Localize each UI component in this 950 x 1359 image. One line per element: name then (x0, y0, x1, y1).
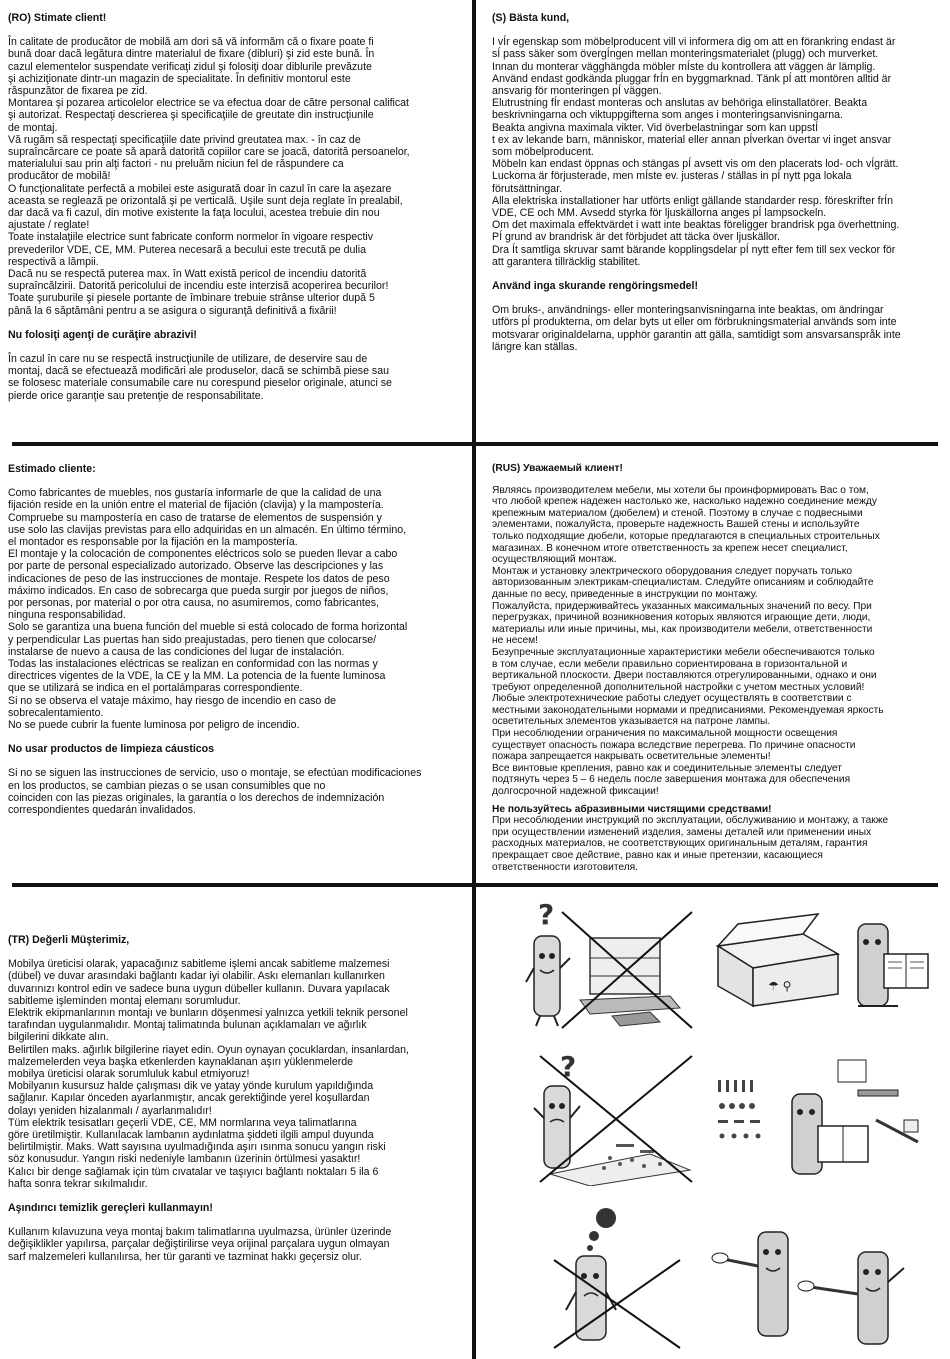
section-footer: În cazul în care nu se respectă instrucţiunile de utilizare, de deservire sau de montaj, dacă se efectuează modificări ale produselor, dacă se schimbă piese sau se folosesc materiale consumabile care nu corespund pieselor originale, atunci se pierde orice garanţie sau pretenţie de responsabilitate. (8, 353, 392, 402)
section-warning: Не пользуйтесь абразивными чистящими средствами! (492, 803, 772, 815)
crossed-out-icon (520, 898, 700, 1033)
section-footer: Kullanım kılavuzuna veya montaj bakım talimatlarına uyulmazsa, ürünler üzerinde değişiklikler yapılırsa, parçalar değiştirilirse veya orijinal parçalara uygun olmayan sarf malzemeleri kullanılırsa, her tür garanti ve tazminat hakkı geçersiz olur. (8, 1226, 392, 1263)
illustration-sad-character (548, 1200, 688, 1350)
illustration-reading-sorted-parts (708, 1050, 938, 1180)
section-footer: Si no se siguen las instrucciones de servicio, uso o montaje, se efectúan modificaciones en los productos, se cambian piezas o se usan consumibles que no coinciden con las piezas originales, la garantía o los derechos de indemnización correspondientes quedarán invalidados. (8, 767, 422, 817)
section-body: Mobilya üreticisi olarak, yapacağınız sabitleme işlemi ancak sabitleme malzemesi (dübel) ve duvar arasındaki bağlantı kadar iyi olabilir. Askı elemanları kullanırken duvarınızı kontrol edin ve sadece buna uygun dübeller kullanın. Duvara yapılacak sabitleme işleminden montaj elemanı sorumludur. Elektrik ekipmanlarının montajı ve bunların döşenmesi yalnızca yetkili teknik personel tarafından uygulanmalıdır. Montaj talimatında bulunan açıklamaları ve ağırlık bilgilerini dikkate alın. Belirtilen maks. ağırlık bilgilerine riayet edin. Oyun oynayan çocuklardan, insanlardan, malzemelerden veya başka etkenlerden kaynaklanan aşırı yüklenmelerde mobilya üreticisi olarak sorumluluk kabul etmiyoruz! Mobilyanın kusursuz halde çalışması dik ve yatay yönde kurulum yapıldığında sağlanır. Kapılar önceden ayarlanmıştır, ancak gerektiğinde yerel koşullardan dolayı yeniden hizalanmalı / ayarlanmalıdır! Tüm elektrik tesisatları geçerli VDE, CE, MM normlarına veya talimatlarına göre üretilmiştir. Kullanılacak lambanın aydınlatma şiddeti ilgili ampul duyunda belirtilmiştir. Maks. Watt sayısına uyulmadığında aşırı ısınma sonucu yangın riski söz konusudur. Yangın riski nedeniyle lambanın üzerinin örtülmesi yasaktır! Kalıcı bir denge sağlamak için tüm cıvatalar ve taşıyıcı bağlantı noktaları 5 ila 6 hafta sonra tekrar sıkılmalıdır. (8, 958, 410, 1190)
section-footer: При несоблюдении инструкций по эксплуатации, обслуживанию и монтажу, а также при осуществлении изменений изделия, замены деталей или применении иных расходных материалов, не соответствующих оригинальным деталям, гарантия прекращает свое действие, равно как и иные претензии, касающиеся ответственности изготовителя. (492, 815, 889, 873)
section-es (8, 463, 468, 816)
section-warning: Använd inga skurande rengöringsmedel! (492, 280, 699, 293)
section-se (492, 12, 942, 353)
horizontal-divider-middle (12, 883, 938, 887)
section-ru (492, 463, 944, 873)
question-mark: ? (560, 1050, 577, 1083)
section-title: (TR) Değerli Müşterimiz, (8, 934, 130, 946)
illustration-reading-with-box (708, 906, 938, 1021)
illustration-tightening-screws (708, 1212, 938, 1352)
box-icon (708, 906, 938, 1021)
vertical-divider (472, 0, 476, 1359)
illustration-confused-panels (520, 898, 700, 1033)
section-warning: Aşındırıcı temizlik gereçleri kullanmayın! (8, 1202, 213, 1215)
horizontal-divider-top (12, 442, 938, 446)
crossed-out-icon (520, 1046, 700, 1186)
section-body: Como fabricantes de muebles, nos gustaría informarle de que la calidad de una fijación reside en la unión entre el material de fijación (clavija) y la mampostería. Compruebe su mampostería en caso de tratarse de elementos de suspensión y use solo las clavijas previstas para ello adquiridas en un almacén. En último término, el montador es responsable por la fijación en la mampostería. El montaje y la colocación de componentes eléctricos solo se pueden llevar a cabo por parte de personal especializado autorizado. Observe las descripciones y las indicaciones de peso de las instrucciones de montaje. Respete los datos de peso máximo indicados. En caso de sobrecarga que pueda surgir por juegos de niños, por personas, por material o por otra causa, no asumiremos, como fabricantes, ninguna responsabilidad. Solo se garantiza una buena función del mueble si está colocado de forma horizontal y perpendicular Las puertas han sido preajustadas, pero tienen que colocarse/ instalarse de nuevo a causa de las condiciones del lugar de instalación. Todas las instalaciones eléctricas se realizan en conformidad con las normas y directrices vigentes de la VDE, la CE y la MM. La potencia de la fuente luminosa que se utilizará se indica en el portalámparas correspondiente. Si no se observa el vataje máximo, hay riesgo de incendio en caso de sobrecalentamiento. No se puede cubrir la fuente luminosa por peligro de incendio. (8, 487, 408, 732)
section-title: (S) Bästa kund, (492, 12, 570, 24)
svg-text:☂ ⚲: ☂ ⚲ (768, 979, 792, 993)
section-title: Estimado cliente: (8, 463, 96, 475)
section-warning: No usar productos de limpieza cáusticos (8, 743, 215, 756)
illustration-confused-parts (520, 1046, 700, 1186)
crossed-out-icon (548, 1200, 688, 1350)
section-footer: Om bruks-, användnings- eller monteringsanvisningarna inte beaktas, om ändringar utförs pÍ produkterna, om delar byts ut eller om förbrukningsmaterial används som inte motsvarar originaldelarna, upphör garantin att gälla, samtidigt som ansvarsanspråk inte längre kan ställas. (492, 304, 901, 353)
parts-icon (708, 1050, 938, 1180)
section-body: În calitate de producător de mobilă am dori să vă informăm că o fixare poate fi bună doar dacă legătura dintre materialul de fixare (dibluri) şi zid este bună. În cazul elementelor suspendate verificaţi zidul şi folosiţi doar diblurile prevăzute şi achiziţionate dintr-un magazin de specialitate. În definitiv montorul este răspunzător de fixarea pe zid. Montarea şi pozarea articolelor electrice se va efectua doar de către personal calificat şi autorizat. Respectaţi descrierea şi specificaţiile de greutate din instrucţiunile de montaj. Vă rugăm să respectaţi specificaţiile date privind greutatea max. - în caz de supraîncărcare ce poate să apară datorită copiilor care se joacă, datorită persoanelor, materialului sau prin alţi factori - nu preluăm niciun fel de răspundere ca producător de mobilă! O funcţionalitate perfectă a mobilei este asigurată doar în cazul în care la aşezare aceasta se reglează pe orizontală şi pe verticală. Uşile sunt deja reglate în prealabil, dar dacă va fi cazul, din motive existente la faţa locului, acestea trebuie din nou ajustate / reglate! Toate instalaţiile electrice sunt fabricate conform normelor în vigoare respectiv prevederilor VDE, CE, MM. Puterea necesară a becului este trecută pe dulia respectivă a lămpii. Dacă nu se respectă puterea max. în Watt există pericol de incendiu datorită supraîncălzirii. Datorită pericolului de incendiu este interzisă acoperirea becurilor! Toate şuruburile şi piesele portante de îmbinare trebuie strânse ulterior după 5 până la 6 săptămâni pentru a se asigura o siguranţă definitivă a fixării! (8, 36, 410, 317)
section-warning: Nu folosiţi agenţi de curăţire abrazivi! (8, 328, 197, 341)
section-title: (RO) Stimate client! (8, 12, 107, 24)
screwdriver-icon (708, 1212, 938, 1352)
question-mark: ? (538, 898, 555, 931)
section-body: I vÍr egenskap som möbelproducent vill vi informera dig om att en förankring endast är sÍ pass säker som övergÍngen mellan monteringsmaterialet (plugg) och murverket. Innan du monterar vägghängda möbler mÍste du kontrollera att väggen är lämplig. Använd endast godkända pluggar frÍn en byggmarknad. Tänk pÍ att montören alltid är ansvarig för monteringen pÍ väggen. Elutrustning fÍr endast monteras och anslutas av behöriga elinstallatörer. Beakta beskrivningarna och viktuppgifterna som anges i monteringsanvisningarna. Beakta angivna maximala vikter. Vid överbelastningar som kan uppstÍ t ex av lekande barn, människor, material eller annan pÍverkan övertar vi inget ansvar som möbelproducent. Möbeln kan endast öppnas och stängas pÍ avsett vis om den placerats lod- och vÍgrätt. Luckorna är förjusterade, men mÍste ev. justeras / ställas in pÍ nytt pga lokala förutsättningar. Alla elektriska installationer har utförts enligt gällande standarder resp. föreskrifter frÍn VDE, CE och MM. Avsedd styrka för ljuskällorna anges pÍ lampsockeln. Om det maximala effektvärdet i watt inte beaktas föreligger brandrisk pga överhettning. PÍ grund av brandrisk är det förbjudet att täcka över ljuskällor. Dra Ít samtliga skruvar samt bärande kopplingsdelar pÍ nytt efter fem till sex veckor för att garantera tillräcklig stabilitet. (492, 36, 900, 268)
section-ro (8, 12, 463, 402)
section-title: (RUS) Уважаемый клиент! (492, 463, 623, 474)
section-tr (8, 934, 468, 1263)
section-body: Являясь производителем мебели, мы хотели бы проинформировать Вас о том, что любой крепеж надежен настолько же, насколько надежно соединение между крепежным материалом (дюбелем) и стеной. Поэтому в случае с подвесными элементами, пожалуйста, проверьте надежность Вашей стены и используйте только подходящие дюбели, которые предлагаются в специальных строительных магазинах. В конечном итоге ответственность за крепеж несет специалист, осуществляющий монтаж. Монтаж и установку электрического оборудования следует поручать только авторизованным электрикам-специалистам. Следуйте описаниям и соблюдайте данные по весу, приведенные в инструкции по монтажу. Пожалуйста, придерживайтесь указанных максимальных значений по весу. При перегрузках, причиной возникновения которых являются играющие дети, люди, материалы или иные причины, мы, как производители мебели, ответственности не несем! Безупречные эксплуатационные характеристики мебели обеспечиваются только в том случае, если мебели правильно сориентирована в горизонтальной и вертикальной плоскости. Двери поставляются отрегулированными, однако и они требуют определенной дополнительной настройки с учетом местных условий! Любые электротехнические работы следует осуществлять в соответствии с местными законодательными нормами и предписаниями. Рекомендуемая яркость осветительных элементов указывается на патроне лампы. При несоблюдении ограничения по максимальной мощности освещения существует опасность пожара вследствие перегрева. По причине опасности пожара запрещается накрывать осветительные элементы! Все винтовые крепления, равно как и соединительные элементы следует подтянуть через 5 – 6 недель после завершения монтажа для обеспечения долгосрочной надежной фиксации! (492, 484, 884, 798)
